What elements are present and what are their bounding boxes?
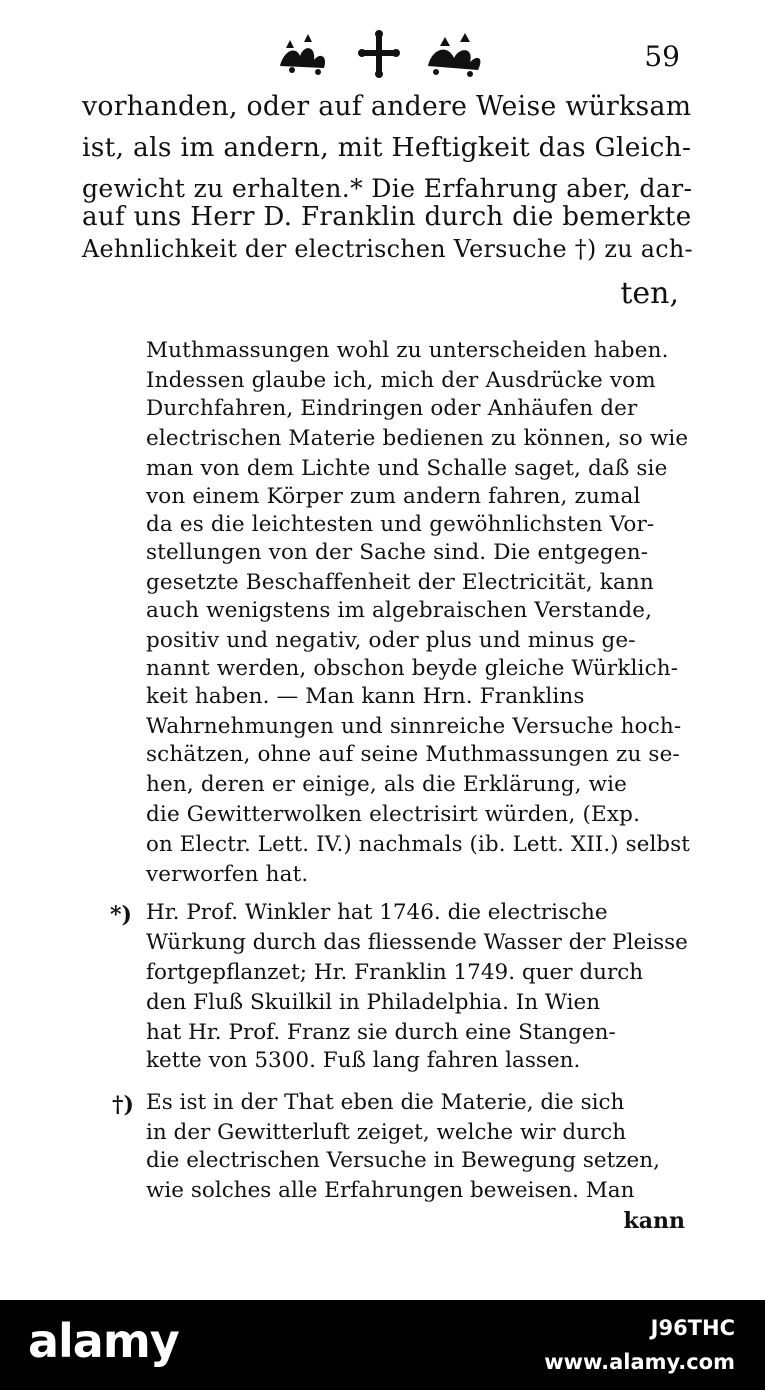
note-line: auch wenigstens im algebraischen Verstande,	[146, 598, 653, 623]
footnote-line: Es ist in der That eben die Materie, die sich	[146, 1090, 625, 1115]
note-line: schätzen, ohne auf seine Muthmassungen zu se-	[146, 742, 680, 767]
catchword: ten,	[620, 276, 679, 311]
footnote-line: kette von 5300. Fuß lang fahren lassen.	[146, 1048, 581, 1073]
footnote-line: wie solches alle Erfahrungen beweisen. Man	[146, 1178, 635, 1203]
footnote-line: den Fluß Skuilkil in Philadelphia. In Wien	[146, 990, 601, 1015]
footnote-line: Würkung durch das fliessende Wasser der Pleisse	[146, 930, 688, 955]
note-line: man von dem Lichte und Schalle saget, daß sie	[146, 456, 668, 481]
ornament-icon	[270, 28, 530, 78]
stock-banner	[0, 1300, 765, 1390]
note-line: Durchfahren, Eindringen oder Anhäufen der	[146, 396, 638, 421]
note-line: da es die leichtesten und gewöhnlichsten Vor-	[146, 512, 655, 537]
main-text-line: gewicht zu erhalten.* Die Erfahrung aber, dar-	[82, 174, 693, 203]
note-line: verworfen hat.	[146, 862, 309, 887]
note-line: stellungen von der Sache sind. Die entgegen-	[146, 540, 649, 565]
note-line: hen, deren er einige, als die Erklärung, wie	[146, 772, 628, 797]
note-line: Wahrnehmungen und sinnreiche Versuche hoch-	[146, 714, 682, 739]
footnote-line: hat Hr. Prof. Franz sie durch eine Stangen-	[146, 1020, 616, 1045]
footnote-line: in der Gewitterluft zeiget, welche wir durch	[146, 1120, 627, 1145]
note-line: von einem Körper zum andern fahren, zumal	[146, 484, 641, 509]
note-line: Indessen glaube ich, mich der Ausdrücke vom	[146, 368, 656, 393]
footnote-marker: *)	[110, 902, 132, 928]
footnote-line: die electrischen Versuche in Bewegung setzen,	[146, 1148, 660, 1173]
page-number: 59	[644, 40, 680, 73]
catchword: kann	[623, 1208, 685, 1234]
note-line: electrischen Materie bedienen zu können, so wie	[146, 426, 689, 451]
note-line: nannt werden, obschon beyde gleiche Würklich-	[146, 656, 679, 681]
footnote-line: Hr. Prof. Winkler hat 1746. die electrische	[146, 900, 608, 925]
note-line: gesetzte Beschaffenheit der Electricität, kann	[146, 570, 654, 595]
image-id: J96THC	[650, 1316, 735, 1340]
main-text-line: ist, als im andern, mit Heftigkeit das Gleich-	[82, 132, 692, 163]
note-line: Muthmassungen wohl zu unterscheiden haben.	[146, 338, 669, 363]
note-line: positiv und negativ, oder plus und minus ge-	[146, 628, 636, 653]
footnote-marker: †)	[112, 1092, 134, 1118]
footnote-line: fortgepflanzet; Hr. Franklin 1749. quer durch	[146, 960, 644, 985]
note-line: on Electr. Lett. IV.) nachmals (ib. Lett. XII.) selbst	[146, 832, 691, 857]
page-header	[270, 28, 690, 78]
main-text-line: auf uns Herr D. Franklin durch die bemerkte	[82, 202, 692, 232]
main-text-line: vorhanden, oder auf andere Weise würksam	[82, 91, 692, 122]
site-url: www.alamy.com	[544, 1350, 735, 1374]
note-line: die Gewitterwolken electrisirt würden, (Exp.	[146, 802, 641, 827]
main-text-line: Aehnlichkeit der electrischen Versuche †) zu ach-	[82, 235, 693, 263]
brand-logo: alamy	[28, 1314, 179, 1368]
note-line: keit haben. — Man kann Hrn. Franklins	[146, 684, 585, 709]
